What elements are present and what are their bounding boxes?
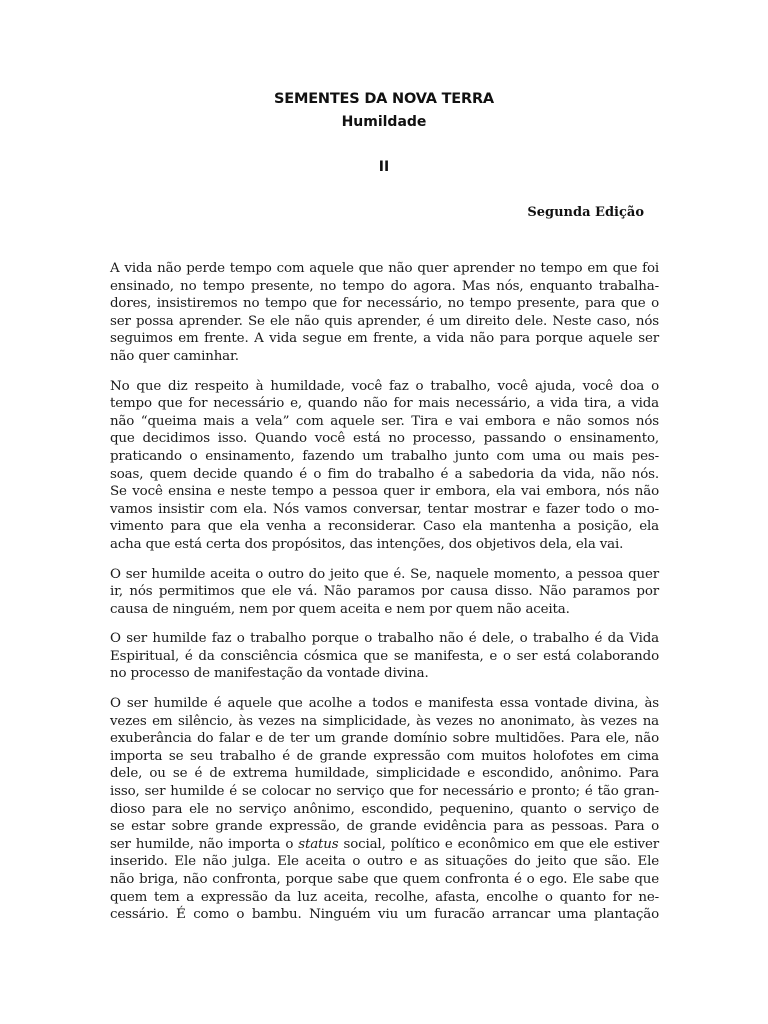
- text-line: quem tem a expressão da luz aceita, recolhe, afasta, encolhe o quanto for ne-: [110, 889, 659, 905]
- text-line: vezes em silêncio, às vezes na simplicidade, às vezes no anonimato, às vezes na: [110, 713, 659, 729]
- paragraph-4: [110, 630, 659, 683]
- paragraph-5: [110, 695, 659, 924]
- text-line: dele, ou se é de extrema humildade, simplicidade e escondido, anônimo. Para: [110, 766, 659, 782]
- text-line: A vida não perde tempo com aquele que não quer aprender no tempo em que foi: [110, 261, 659, 276]
- text-line: No que diz respeito à humildade, você faz o trabalho, você ajuda, você doa o: [110, 378, 659, 394]
- text-line: isso, ser humilde é se colocar no serviço que for necessário e pronto; é tão gran-: [110, 784, 659, 800]
- text-line: tempo que for necessário e, quando não for mais necessário, a vida tira, a vida: [110, 396, 659, 412]
- text-line: O ser humilde é aquele que acolhe a todos e manifesta essa vontade divina, às: [110, 696, 659, 712]
- document-title: SEMENTES DA NOVA TERRA: [274, 91, 494, 107]
- text-line: dores, insistiremos no tempo que for necessário, no tempo presente, para que o: [110, 296, 659, 312]
- text-line: que decidimos isso. Quando você está no processo, passando o ensinamento,: [110, 431, 659, 447]
- text-line: vimento para que ela venha a reconsiderar. Caso ela mantenha a posição, ela: [110, 519, 659, 535]
- paragraph-2: [110, 378, 659, 554]
- text-line: O ser humilde aceita o outro do jeito que é. Se, naquele momento, a pessoa quer: [110, 566, 659, 582]
- text-line-with-italic: [110, 836, 659, 854]
- text-segment: social, político e econômico em que ele estiver: [343, 836, 659, 852]
- document-subtitle: Humildade: [341, 114, 427, 130]
- text-line: cessário. É como o bambu. Ninguém viu um furacão arrancar uma plantação: [110, 907, 659, 923]
- text-line: seguimos em frente. A vida segue em frente, a vida não para porque aquele ser: [110, 331, 659, 347]
- text-line: O ser humilde faz o trabalho porque o trabalho não é dele, o trabalho é da Vida: [110, 631, 659, 647]
- edition-label: Segunda Edição: [527, 205, 644, 220]
- text-line: não quer caminhar.: [110, 348, 239, 364]
- text-line: praticando o ensinamento, fazendo um trabalho junto com uma ou mais pes-: [110, 448, 659, 464]
- text-line: importa se seu trabalho é de grande expressão com muitos holofotes em cima: [110, 748, 659, 764]
- text-line: ser possa aprender. Se ele não quis aprender, é um direito dele. Neste caso, nós: [110, 313, 659, 329]
- chapter-number: II: [378, 159, 390, 175]
- paragraph-1: [110, 260, 659, 366]
- text-line: no processo de manifestação da vontade divina.: [110, 666, 429, 682]
- text-line: acha que está certa dos propósitos, das intenções, dos objetivos dela, ela vai.: [110, 536, 624, 552]
- text-line: exuberância do falar e de ter um grande domínio sobre multidões. Para ele, não: [110, 731, 659, 747]
- text-line: dioso para ele no serviço anônimo, escondido, pequenino, quanto o serviço de: [110, 801, 659, 817]
- text-line: não “queima mais a vela” com aquele ser. Tira e vai embora e não somos nós: [110, 413, 659, 429]
- text-line: causa de ninguém, nem por quem aceita e nem por quem não aceita.: [110, 601, 570, 617]
- text-line: Espiritual, é da consciência cósmica que se manifesta, e o ser está colaborando: [110, 648, 659, 664]
- text-segment: ser humilde, não importa o: [110, 836, 294, 852]
- text-line: soas, quem decide quando é o fim do trabalho é a sabedoria da vida, não nós.: [110, 466, 659, 482]
- text-line: não briga, não confronta, porque sabe que quem confronta é o ego. Ele sabe que: [110, 872, 659, 887]
- text-line: Se você ensina e neste tempo a pessoa quer ir embora, ela vai embora, nós não: [110, 484, 659, 500]
- text-line: ensinado, no tempo presente, no tempo do agora. Mas nós, enquanto trabalha-: [110, 278, 659, 294]
- text-line: ir, nós permitimos que ele vá. Não paramos por causa disso. Não paramos por: [110, 584, 659, 600]
- text-line: vamos insistir com ela. Nós vamos conversar, tentar mostrar e fazer todo o mo-: [110, 501, 659, 517]
- paragraph-3: [110, 566, 659, 619]
- text-line: inserido. Ele não julga. Ele aceita o outro e as situações do jeito que são. Ele: [110, 854, 659, 870]
- body-text: [110, 260, 659, 936]
- italic-term: status: [298, 836, 339, 852]
- text-line: se estar sobre grande expressão, de grande evidência para as pessoas. Para o: [110, 819, 659, 835]
